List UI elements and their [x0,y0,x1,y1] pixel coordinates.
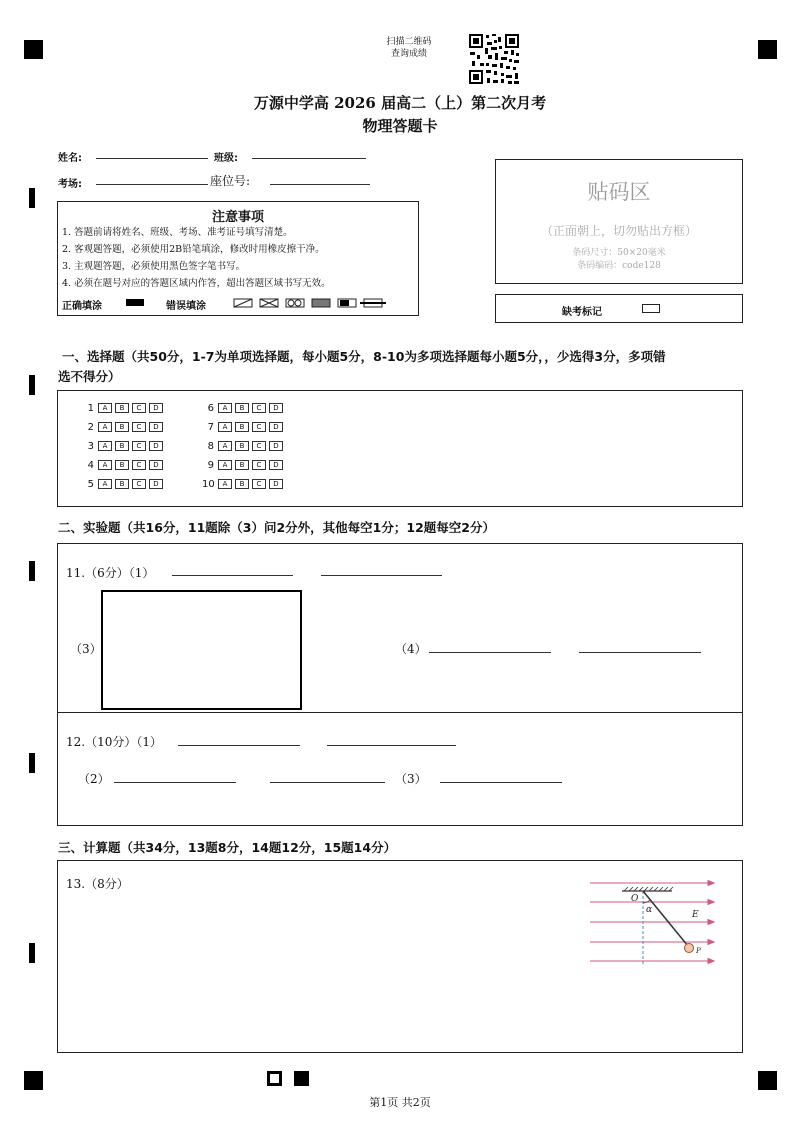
q12-blank-1b[interactable] [327,745,456,746]
notice-title: 注意事项 [211,210,264,225]
section1-title-cont: 选不得分） [58,369,121,384]
seat-label: 座位号: [210,174,251,188]
name-field[interactable] [96,158,208,159]
corner-mark-top-left [24,40,43,59]
class-field[interactable] [252,158,366,159]
q12-answer-area [57,712,743,826]
bottom-solid-mark [294,1071,309,1086]
choice-option-bubble[interactable]: C [252,422,266,432]
choice-option-bubble[interactable]: D [149,422,163,432]
wrong-fill-label: 错误填涂 [166,301,206,312]
choice-option-bubble[interactable]: A [98,460,112,470]
q11-blank-1a[interactable] [172,575,293,576]
qr-code-icon[interactable] [468,33,520,85]
choice-option-bubble[interactable]: B [115,422,129,432]
choice-question-row [82,441,166,452]
choice-option-bubble[interactable]: B [235,422,249,432]
bottom-hollow-mark [267,1071,282,1086]
q12-blank-1a[interactable] [178,745,300,746]
choice-option-bubble[interactable]: C [132,403,146,413]
name-label: 姓名: [58,153,82,164]
q13-figure [588,874,718,968]
choice-option-bubble[interactable]: B [235,479,249,489]
choice-question-row [202,403,286,414]
choice-option-bubble[interactable]: B [235,460,249,470]
choice-option-bubble[interactable]: B [115,479,129,489]
choice-option-bubble[interactable]: A [218,479,232,489]
choice-option-bubble[interactable]: D [269,479,283,489]
choice-option-bubble[interactable]: B [115,403,129,413]
section1-title: 一、选择题（共50分，1-7为单项选择题，每小题5分，8-10为多项选择题每小题5分，，少选得3分，多项错 [62,349,666,364]
absent-checkbox[interactable] [642,304,660,313]
absent-label: 缺考标记 [562,307,602,318]
q11-blank-4b[interactable] [579,652,701,653]
choice-question-row [202,422,286,433]
side-mark [29,188,35,208]
q12-blank-2a[interactable] [114,782,236,783]
page-subtitle: 物理答题卡 [362,117,438,135]
choice-question-row [82,403,166,414]
choice-option-bubble[interactable]: C [252,403,266,413]
choice-option-bubble[interactable]: D [149,460,163,470]
choice-question-number: 6 [207,403,214,414]
choice-option-bubble[interactable]: B [115,441,129,451]
fig-label-p: P [696,947,701,955]
barcode-encoding: 条码编码：code128 [577,261,661,271]
exam-room-label: 考场: [58,179,82,190]
choice-question-number: 2 [87,422,94,433]
choice-option-bubble[interactable]: A [218,441,232,451]
choice-option-bubble[interactable]: D [269,422,283,432]
side-mark [29,561,35,581]
corner-mark-bottom-right [758,1071,777,1090]
q11-blank-4a[interactable] [429,652,551,653]
choice-option-bubble[interactable]: D [269,441,283,451]
q12-blank-2b[interactable] [270,782,385,783]
choice-option-bubble[interactable]: C [132,422,146,432]
notice-item-4: 4. 必须在题号对应的答题区域内作答，超出答题区域书写无效。 [62,278,331,289]
choice-option-bubble[interactable]: B [235,403,249,413]
exam-room-field[interactable] [96,184,208,185]
notice-item-2: 2. 客观题答题，必须使用2B铅笔填涂，修改时用橡皮擦干净。 [62,244,325,255]
barcode-title: 贴码区 [587,180,651,204]
barcode-size: 条码尺寸：50×20毫米 [572,248,666,258]
choice-option-bubble[interactable]: D [149,479,163,489]
choice-option-bubble[interactable]: C [252,460,266,470]
choice-question-row [202,479,286,490]
section2-title: 二、实验题（共16分，11题除（3）问2分外，其他每空1分；12题每空2分） [58,520,495,535]
choice-option-bubble[interactable]: B [235,441,249,451]
seat-field[interactable] [270,184,370,185]
choice-option-bubble[interactable]: A [218,460,232,470]
choice-option-bubble[interactable]: B [115,460,129,470]
choice-option-bubble[interactable]: D [149,441,163,451]
q12-label: 12.（10分）（1） [66,735,162,749]
choice-question-row [202,441,286,452]
side-mark [29,753,35,773]
side-mark [29,943,35,963]
choice-question-number: 10 [202,479,215,490]
choice-option-bubble[interactable]: D [149,403,163,413]
q11-label: 11.（6分）（1） [66,566,155,580]
notice-item-1: 1. 答题前请将姓名、班级、考场、准考证号填写清楚。 [62,227,293,238]
choice-option-bubble[interactable]: D [269,403,283,413]
choice-option-bubble[interactable]: A [218,403,232,413]
q11-part4-label: （4） [395,642,427,656]
notice-item-3: 3. 主观题答题，必须使用黑色签字笔书写。 [62,261,246,272]
q11-part3-label: （3） [70,642,102,656]
choice-option-bubble[interactable]: A [98,441,112,451]
choice-option-bubble[interactable]: A [98,479,112,489]
correct-fill-label: 正确填涂 [62,301,102,312]
choice-option-bubble[interactable]: C [132,441,146,451]
choice-question-number: 7 [207,422,214,433]
choice-option-bubble[interactable]: C [252,441,266,451]
qr-caption-2: 查询成绩 [390,49,427,59]
correct-fill-sample [126,299,144,306]
page-title: 万源中学高 2026 届高二（上）第二次月考 [253,94,547,112]
notice-box [57,201,419,316]
choice-question-row [202,460,286,471]
choice-question-row [82,422,166,433]
choice-option-bubble[interactable]: A [98,403,112,413]
wrong-fill-samples-icon [232,297,392,309]
fig-label-alpha: α [646,905,653,915]
corner-mark-bottom-left [24,1071,43,1090]
q11-blank-1b[interactable] [321,575,442,576]
choice-question-number: 1 [87,403,94,414]
fig-label-e: E [692,910,699,920]
q13-label: 13.（8分） [66,877,129,891]
choice-question-row [82,460,166,471]
q12-blank-3[interactable] [440,782,562,783]
barcode-subtitle: （正面朝上，切勿贴出方框） [540,224,697,238]
qr-caption-1: 扫描二维码 [386,37,432,47]
side-mark [29,375,35,395]
fig-label-o: O [631,894,639,904]
section3-title: 三、计算题（共34分，13题8分，14题12分，15题14分） [58,840,397,855]
q12-part2-label: （2） [78,772,110,786]
choice-question-number: 8 [207,441,214,452]
choice-option-bubble[interactable]: C [132,479,146,489]
choice-question-number: 5 [87,479,94,490]
choice-option-bubble[interactable]: C [132,460,146,470]
barcode-area [495,159,743,284]
page-footer: 第1页 共2页 [369,1096,431,1109]
choice-question-row [82,479,166,490]
q12-part3-label: （3） [395,772,427,786]
choice-option-bubble[interactable]: D [269,460,283,470]
choice-question-number: 3 [87,441,94,452]
q11-drawing-box[interactable] [101,590,302,710]
corner-mark-top-right [758,40,777,59]
choice-question-number: 4 [87,460,94,471]
choice-option-bubble[interactable]: A [218,422,232,432]
q11-answer-area [57,543,743,713]
class-label: 班级: [214,153,238,164]
choice-option-bubble[interactable]: C [252,479,266,489]
choice-option-bubble[interactable]: A [98,422,112,432]
choice-question-number: 9 [207,460,214,471]
absent-mark-box [495,294,743,323]
